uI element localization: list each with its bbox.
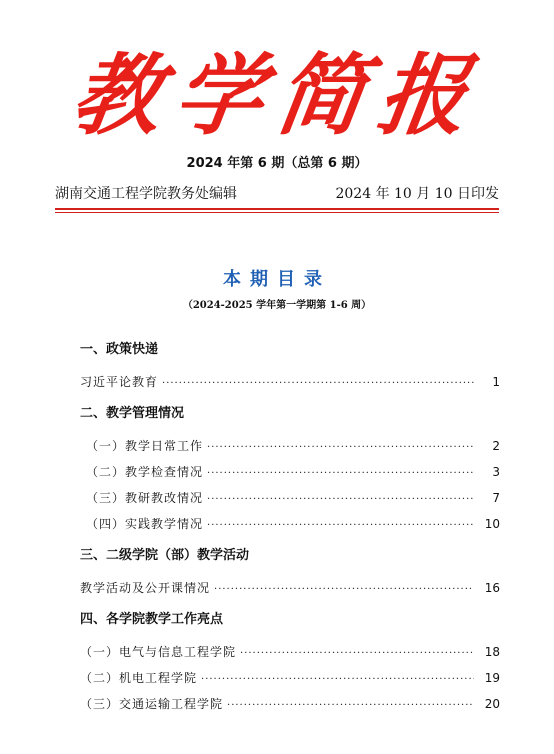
toc-entry-page: 16 [484, 581, 500, 595]
toc-entry[interactable] [80, 578, 500, 598]
toc-leader-dots [227, 696, 474, 716]
toc-entry[interactable] [80, 436, 500, 456]
toc-section-heading: 一、政策快递 [80, 342, 159, 357]
toc-entry-label: （三）教研教改情况 [86, 491, 204, 505]
header-rule-thick [55, 208, 499, 210]
toc-entry[interactable] [80, 462, 500, 482]
header-rule-thin [55, 212, 499, 213]
toc-entry[interactable] [80, 668, 500, 688]
masthead-title: 教学简报 [65, 43, 489, 147]
toc-section-heading: 二、教学管理情况 [80, 406, 185, 421]
toc-leader-dots [207, 516, 474, 536]
toc-entry-label: 习近平论教育 [80, 375, 159, 389]
toc-leader-dots [214, 580, 474, 600]
toc-entry-page: 7 [492, 491, 500, 505]
toc-leader-dots [240, 644, 474, 664]
toc-leader-dots [207, 490, 474, 510]
toc-title: 本期目录 [223, 269, 331, 290]
toc-entry[interactable] [80, 372, 500, 392]
toc-entry-label: （一）电气与信息工程学院 [80, 645, 237, 659]
editor-row [55, 183, 499, 203]
toc-subtitle: （2024-2025 学年第一学期第 1-6 周） [182, 300, 372, 311]
toc-entry[interactable] [80, 642, 500, 662]
toc-entry-page: 3 [492, 465, 500, 479]
toc-section-heading: 三、二级学院（部）教学活动 [80, 548, 250, 563]
toc-entry-label: （三）交通运输工程学院 [80, 697, 224, 711]
editor-label: 湖南交通工程学院教务处编辑 [55, 186, 237, 202]
toc-list [80, 340, 500, 720]
toc-entry-page: 1 [492, 375, 500, 389]
issue-number: 2024 年第 6 期（总第 6 期） [186, 156, 368, 171]
toc-entry[interactable] [80, 514, 500, 534]
toc-entry-page: 20 [484, 697, 500, 711]
toc-entry-page: 2 [492, 439, 500, 453]
toc-entry[interactable] [80, 694, 500, 714]
toc-entry-label: （一）教学日常工作 [86, 439, 204, 453]
toc-entry[interactable] [80, 488, 500, 508]
toc-section-heading: 四、各学院教学工作亮点 [80, 612, 224, 627]
toc-entry-label: （二）机电工程学院 [80, 671, 198, 685]
print-date: 2024 年 10 月 10 日印发 [335, 186, 499, 202]
toc-leader-dots [201, 670, 474, 690]
toc-entry-page: 10 [484, 517, 500, 531]
toc-leader-dots [207, 438, 474, 458]
toc-entry-label: （四）实践教学情况 [86, 517, 204, 531]
toc-entry-label: （二）教学检查情况 [86, 465, 204, 479]
toc-leader-dots [207, 464, 474, 484]
toc-leader-dots [162, 374, 474, 394]
toc-entry-label: 教学活动及公开课情况 [80, 581, 211, 595]
toc-entry-page: 18 [484, 645, 500, 659]
masthead [0, 40, 554, 150]
toc-entry-page: 19 [484, 671, 500, 685]
